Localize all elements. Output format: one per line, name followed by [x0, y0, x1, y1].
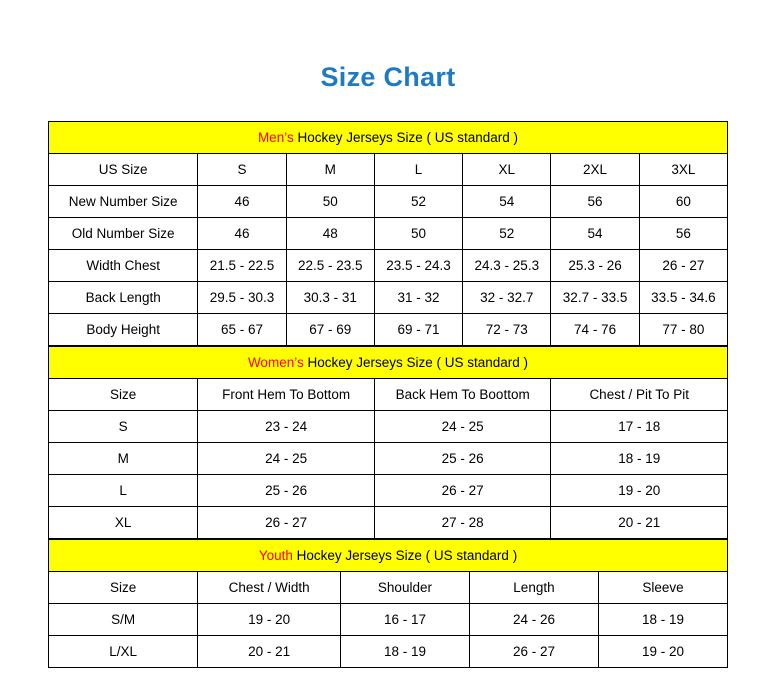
youth-row-0-val-3: 18 - 19: [598, 604, 727, 636]
table-row: [49, 636, 728, 668]
womens-row-3-val-2: 20 - 21: [551, 507, 728, 539]
table-row: [49, 250, 728, 282]
mens-col-2: M: [286, 154, 374, 186]
mens-col-1: S: [198, 154, 286, 186]
womens-row-1-val-2: 18 - 19: [551, 443, 728, 475]
youth-column-header-row: [49, 572, 728, 604]
youth-row-0-val-2: 24 - 26: [469, 604, 598, 636]
mens-row-2-val-3: 24.3 - 25.3: [463, 250, 551, 282]
mens-row-1-val-2: 50: [374, 218, 462, 250]
mens-header-accent: Men’s: [257, 130, 294, 145]
mens-row-1-val-5: 56: [639, 218, 727, 250]
mens-column-header-row: [49, 154, 728, 186]
table-row: [49, 282, 728, 314]
womens-row-1-val-0: 24 - 25: [198, 443, 375, 475]
womens-row-0-val-1: 24 - 25: [374, 411, 551, 443]
mens-row-0-label: New Number Size: [49, 186, 198, 218]
mens-row-4-val-5: 77 - 80: [639, 314, 727, 346]
mens-row-3-val-3: 32 - 32.7: [463, 282, 551, 314]
womens-col-0: Size: [49, 379, 198, 411]
womens-header-accent: Women’s: [247, 355, 304, 370]
youth-col-1: Chest / Width: [198, 572, 341, 604]
womens-row-3-label: XL: [49, 507, 198, 539]
table-row: [49, 314, 728, 346]
youth-col-0: Size: [49, 572, 198, 604]
womens-header-rest: Hockey Jerseys Size ( US standard ): [303, 355, 529, 370]
womens-row-3-val-1: 27 - 28: [374, 507, 551, 539]
womens-col-3: Chest / Pit To Pit: [551, 379, 728, 411]
mens-row-0-val-1: 50: [286, 186, 374, 218]
youth-section-header: [49, 540, 728, 572]
mens-row-3-val-4: 32.7 - 33.5: [551, 282, 639, 314]
youth-size-table: [48, 539, 728, 668]
mens-col-3: L: [374, 154, 462, 186]
mens-row-0-val-0: 46: [198, 186, 286, 218]
youth-col-2: Shoulder: [340, 572, 469, 604]
mens-row-0-val-4: 56: [551, 186, 639, 218]
womens-col-1: Front Hem To Bottom: [198, 379, 375, 411]
table-row: [49, 443, 728, 475]
womens-row-1-val-1: 25 - 26: [374, 443, 551, 475]
table-row: [49, 218, 728, 250]
youth-section-header-row: [49, 540, 728, 572]
womens-column-header-row: [49, 379, 728, 411]
womens-row-2-val-1: 26 - 27: [374, 475, 551, 507]
youth-row-1-val-0: 20 - 21: [198, 636, 341, 668]
mens-size-table: [48, 121, 728, 346]
youth-row-1-label: L/XL: [49, 636, 198, 668]
mens-row-2-label: Width Chest: [49, 250, 198, 282]
mens-col-0: US Size: [49, 154, 198, 186]
mens-row-1-val-0: 46: [198, 218, 286, 250]
page-title: Size Chart: [320, 62, 456, 92]
youth-header-accent: Youth: [258, 548, 293, 563]
mens-row-0-val-2: 52: [374, 186, 462, 218]
womens-col-2: Back Hem To Boottom: [374, 379, 551, 411]
table-row: [49, 186, 728, 218]
youth-header-rest: Hockey Jerseys Size ( US standard ): [292, 548, 518, 563]
mens-row-2-val-1: 22.5 - 23.5: [286, 250, 374, 282]
mens-row-1-val-1: 48: [286, 218, 374, 250]
mens-col-5: 2XL: [551, 154, 639, 186]
table-row: [49, 411, 728, 443]
mens-row-4-val-1: 67 - 69: [286, 314, 374, 346]
mens-row-3-val-2: 31 - 32: [374, 282, 462, 314]
youth-row-1-val-3: 19 - 20: [598, 636, 727, 668]
youth-col-4: Sleeve: [598, 572, 727, 604]
womens-row-0-val-0: 23 - 24: [198, 411, 375, 443]
youth-col-3: Length: [469, 572, 598, 604]
mens-section-header-row: [49, 122, 728, 154]
mens-row-2-val-2: 23.5 - 24.3: [374, 250, 462, 282]
mens-row-4-val-4: 74 - 76: [551, 314, 639, 346]
mens-row-1-label: Old Number Size: [49, 218, 198, 250]
womens-row-0-val-2: 17 - 18: [551, 411, 728, 443]
tables-container: [48, 121, 728, 668]
table-row: [49, 475, 728, 507]
mens-row-4-val-0: 65 - 67: [198, 314, 286, 346]
youth-row-0-val-1: 16 - 17: [340, 604, 469, 636]
mens-row-2-val-0: 21.5 - 22.5: [198, 250, 286, 282]
womens-row-3-val-0: 26 - 27: [198, 507, 375, 539]
mens-row-3-val-5: 33.5 - 34.6: [639, 282, 727, 314]
mens-row-2-val-5: 26 - 27: [639, 250, 727, 282]
mens-section-header: [49, 122, 728, 154]
mens-row-0-val-5: 60: [639, 186, 727, 218]
youth-row-1-val-1: 18 - 19: [340, 636, 469, 668]
womens-row-1-label: M: [49, 443, 198, 475]
mens-col-6: 3XL: [639, 154, 727, 186]
womens-row-2-val-0: 25 - 26: [198, 475, 375, 507]
mens-header-rest: Hockey Jerseys Size ( US standard ): [293, 130, 519, 145]
mens-row-3-label: Back Length: [49, 282, 198, 314]
mens-row-4-val-2: 69 - 71: [374, 314, 462, 346]
mens-col-4: XL: [463, 154, 551, 186]
mens-row-1-val-3: 52: [463, 218, 551, 250]
mens-row-2-val-4: 25.3 - 26: [551, 250, 639, 282]
womens-row-0-label: S: [49, 411, 198, 443]
mens-row-4-label: Body Height: [49, 314, 198, 346]
table-row: [49, 507, 728, 539]
womens-row-2-val-2: 19 - 20: [551, 475, 728, 507]
mens-row-3-val-0: 29.5 - 30.3: [198, 282, 286, 314]
womens-section-header: [49, 347, 728, 379]
mens-row-4-val-3: 72 - 73: [463, 314, 551, 346]
youth-row-0-val-0: 19 - 20: [198, 604, 341, 636]
mens-row-1-val-4: 54: [551, 218, 639, 250]
mens-row-0-val-3: 54: [463, 186, 551, 218]
youth-row-0-label: S/M: [49, 604, 198, 636]
womens-size-table: [48, 346, 728, 539]
table-row: [49, 604, 728, 636]
womens-row-2-label: L: [49, 475, 198, 507]
youth-row-1-val-2: 26 - 27: [469, 636, 598, 668]
womens-section-header-row: [49, 347, 728, 379]
mens-row-3-val-1: 30.3 - 31: [286, 282, 374, 314]
